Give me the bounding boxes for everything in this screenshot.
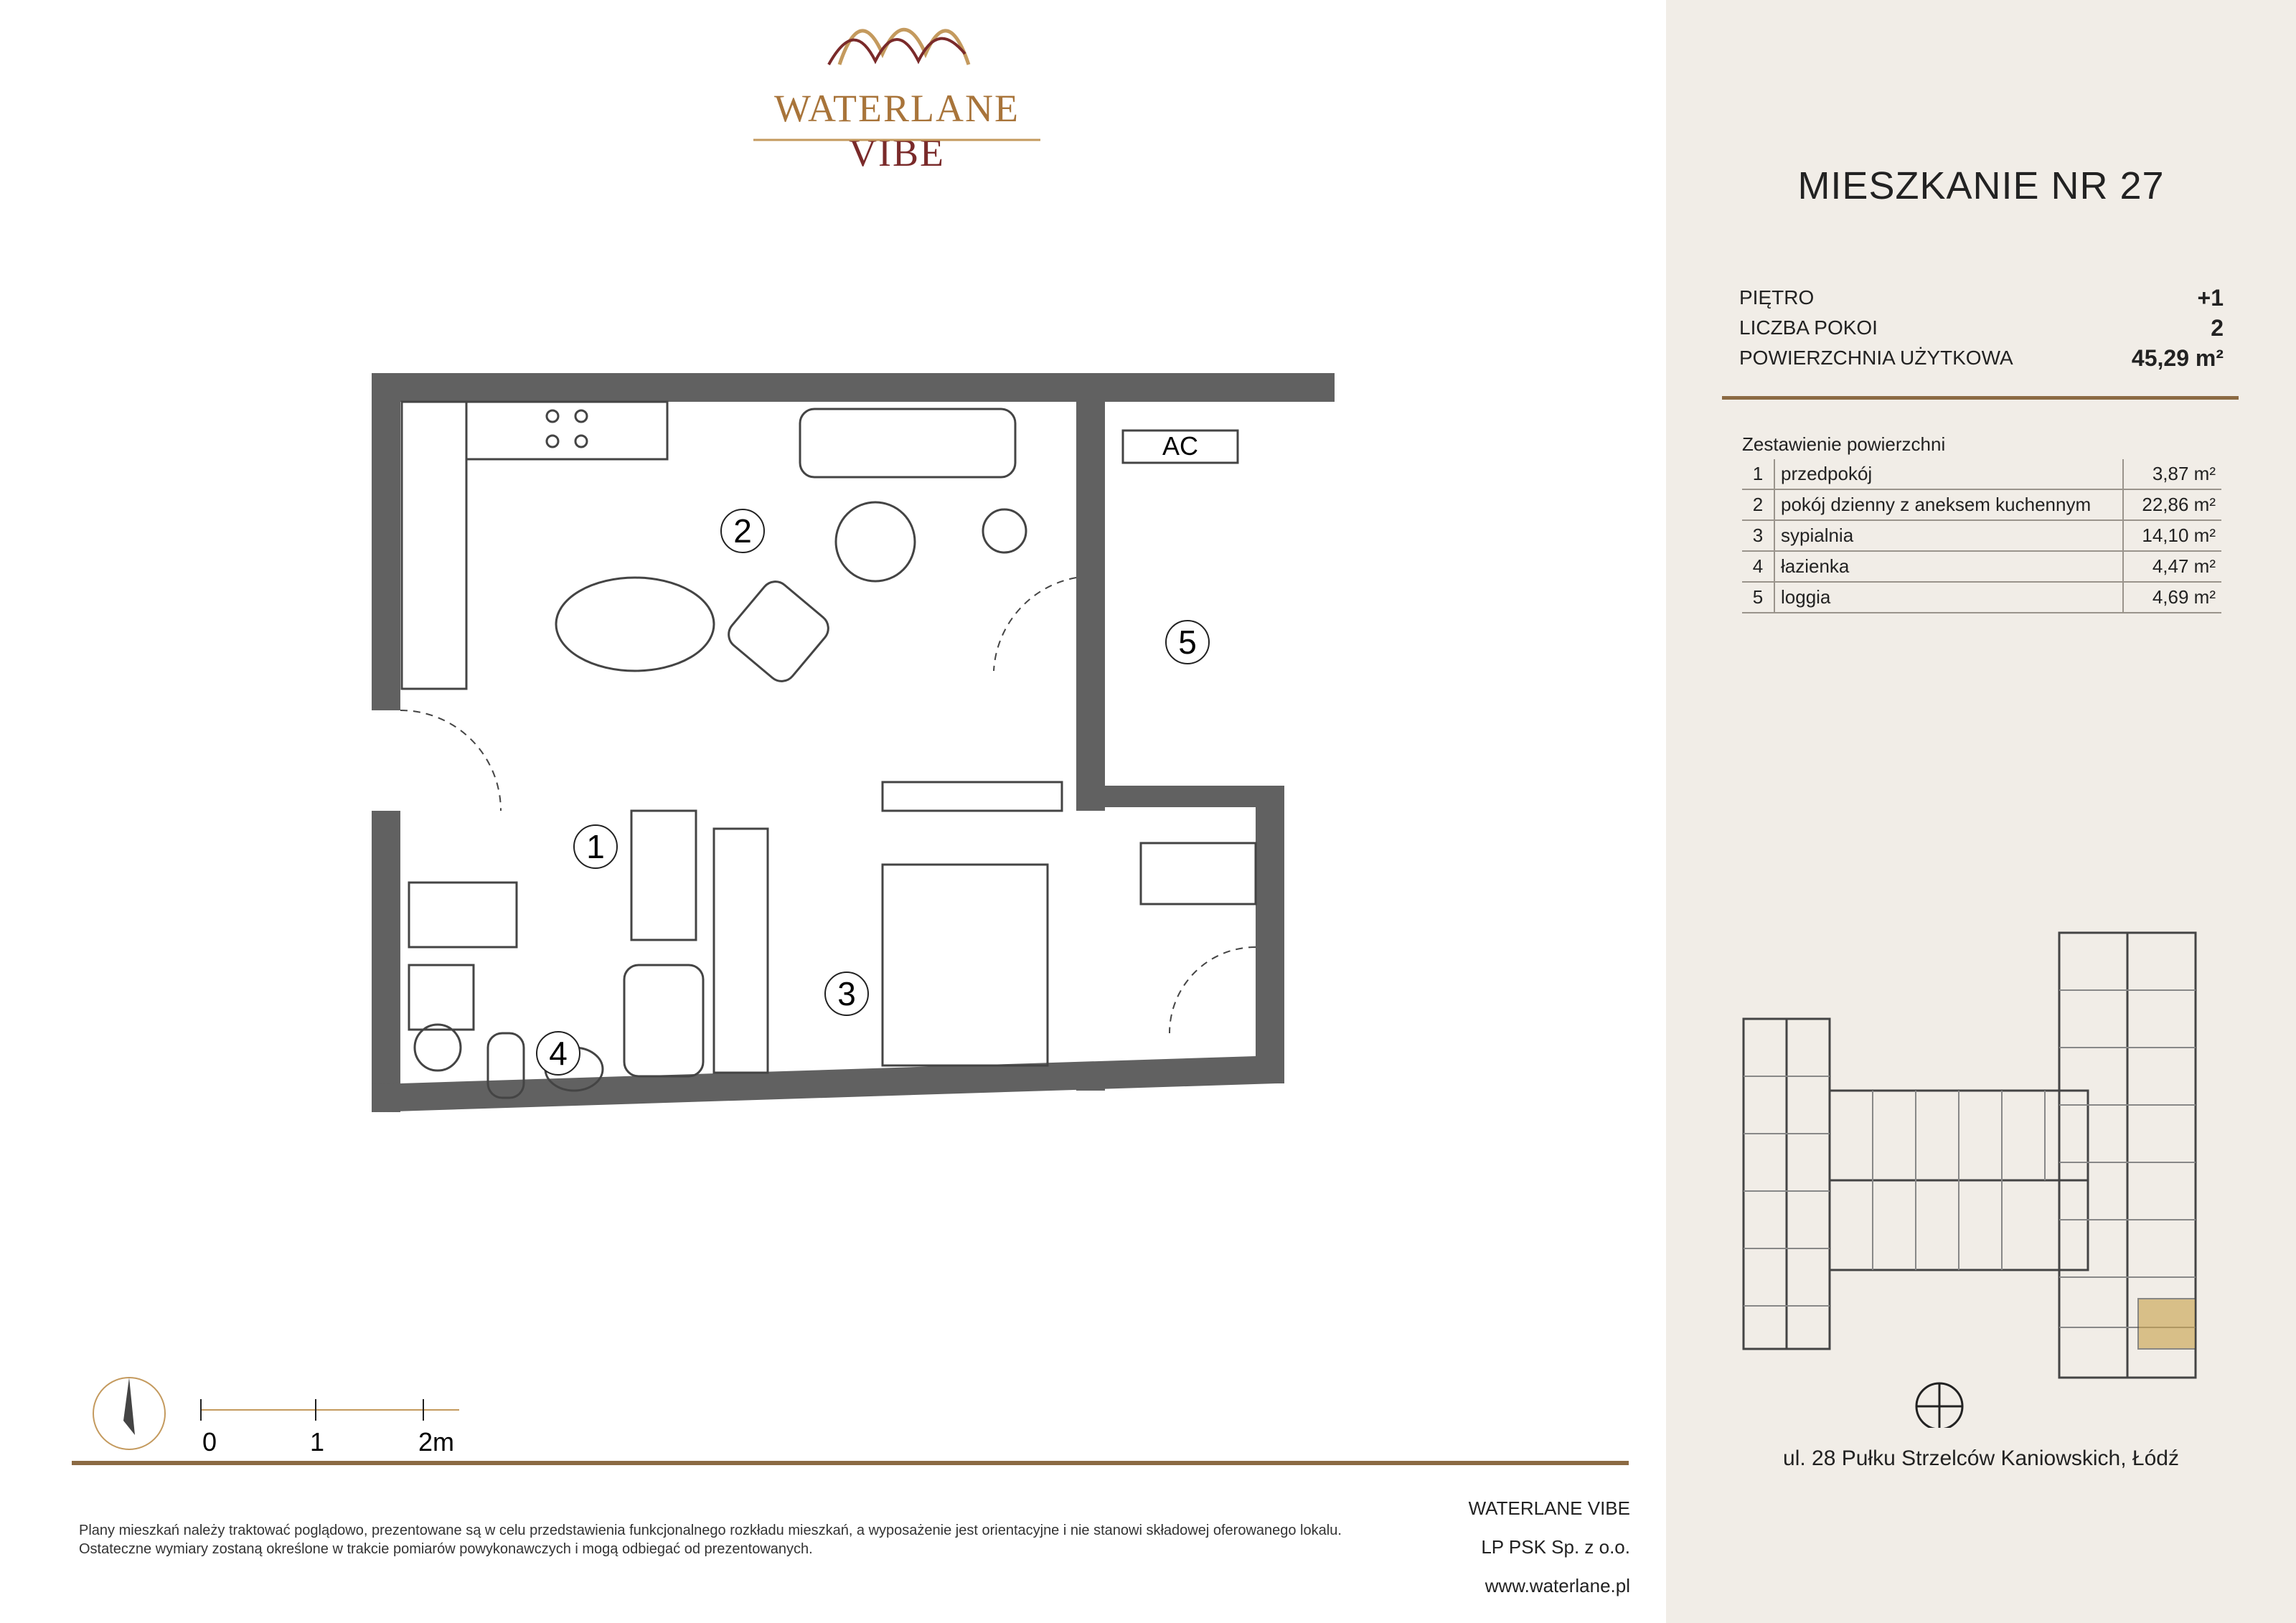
- company-name: WATERLANE VIBE: [1468, 1497, 1630, 1519]
- brand-accent: VIBE: [849, 131, 945, 174]
- area-value: 4,69 m²: [2123, 582, 2221, 613]
- area-num: 4: [1742, 551, 1774, 582]
- room-label-5: 5: [1178, 624, 1197, 661]
- area-name: przedpokój: [1774, 459, 2123, 489]
- area-value: 14,10 m²: [2123, 520, 2221, 551]
- entry-door-opening: [372, 710, 400, 811]
- wall-loggia-top: [1105, 373, 1335, 402]
- table-row: [1742, 489, 2221, 520]
- floor-plan: [359, 359, 1363, 1184]
- areas-title: Zestawienie powierzchni: [1742, 433, 1946, 455]
- company-website[interactable]: www.waterlane.pl: [1485, 1575, 1630, 1596]
- area-name: sypialnia: [1774, 520, 2123, 551]
- area-num: 5: [1742, 582, 1774, 613]
- wall-left-upper: [372, 373, 400, 710]
- compass-icon: [1916, 1383, 1962, 1428]
- wall-left-lower: [372, 811, 400, 1112]
- summary-value: 45,29 m²: [2131, 345, 2224, 371]
- area-value: 4,47 m²: [2123, 551, 2221, 582]
- room-label-4: 4: [549, 1035, 568, 1072]
- company-block: [1469, 1489, 1630, 1605]
- scale-label-2: 2m: [418, 1427, 455, 1457]
- area-value: 3,87 m²: [2123, 459, 2221, 489]
- area-name: łazienka: [1774, 551, 2123, 582]
- footer-divider: [72, 1461, 1629, 1465]
- wave-logo-icon: [732, 14, 1062, 86]
- brand-logo: [732, 14, 1062, 174]
- summary-value: 2: [2211, 315, 2224, 341]
- areas-table: [1742, 459, 2221, 613]
- summary-value: +1: [2197, 285, 2224, 311]
- area-num: 1: [1742, 459, 1774, 489]
- room-label-2: 2: [733, 512, 752, 550]
- table-row: [1742, 551, 2221, 582]
- brand-wordmark: [732, 86, 1062, 175]
- living-room-floor: [400, 402, 1076, 811]
- summary-row-area: [1739, 343, 2224, 373]
- scale-and-north: [79, 1370, 481, 1464]
- disclaimer-line-2: Ostateczne wymiary zostaną określone w trakcie pomiarów powykonawczych i mogą odbiegać od prezentowanych.: [79, 1541, 813, 1557]
- summary-label: PIĘTRO: [1739, 286, 1815, 309]
- summary-row-floor: [1739, 283, 2224, 313]
- area-num: 2: [1742, 489, 1774, 520]
- table-row: [1742, 459, 2221, 489]
- building-key-plan: [1736, 926, 2239, 1428]
- lower-floor: [400, 811, 1256, 1083]
- brand-name: WATERLANE: [774, 87, 1020, 130]
- scale-label-0: 0: [202, 1427, 217, 1457]
- logo-underline-icon: [732, 135, 1062, 145]
- table-row: [1742, 582, 2221, 613]
- summary-row-rooms: [1739, 313, 2224, 343]
- apartment-title: MIESZKANIE NR 27: [1797, 164, 2165, 207]
- disclaimer: [79, 1521, 1442, 1558]
- room-label-3: 3: [837, 975, 856, 1012]
- wall-right-lower: [1256, 782, 1284, 1083]
- building-outline: [1744, 933, 2196, 1378]
- address: ul. 28 Pułku Strzelców Kaniowskich, Łódź: [1783, 1446, 2179, 1470]
- area-name: pokój dzienny z aneksem kuchennym: [1774, 489, 2123, 520]
- apartment-summary: [1739, 283, 2224, 373]
- scale-label-1: 1: [309, 1427, 325, 1457]
- wall-top: [372, 373, 1175, 402]
- room-label-1: 1: [586, 828, 605, 865]
- highlighted-unit: [2138, 1299, 2196, 1349]
- ac-label: AC: [1162, 431, 1199, 461]
- summary-divider: [1722, 396, 2239, 400]
- area-num: 3: [1742, 520, 1774, 551]
- disclaimer-line-1: Plany mieszkań należy traktować poglądowo, prezentowane są w celu przedstawienia funkcjonalnego rozkładu mieszkań, a wyposażenie jest orientacyjne i nie stanowi składowej oferowanego lokalu.: [79, 1523, 1342, 1538]
- compass-needle-icon: [123, 1378, 135, 1435]
- company-legal: LP PSK Sp. z o.o.: [1481, 1536, 1630, 1558]
- area-name: loggia: [1774, 582, 2123, 613]
- summary-label: LICZBA POKOI: [1739, 316, 1878, 339]
- table-row: [1742, 520, 2221, 551]
- area-value: 22,86 m²: [2123, 489, 2221, 520]
- summary-label: POWIERZCHNIA UŻYTKOWA: [1739, 347, 2013, 369]
